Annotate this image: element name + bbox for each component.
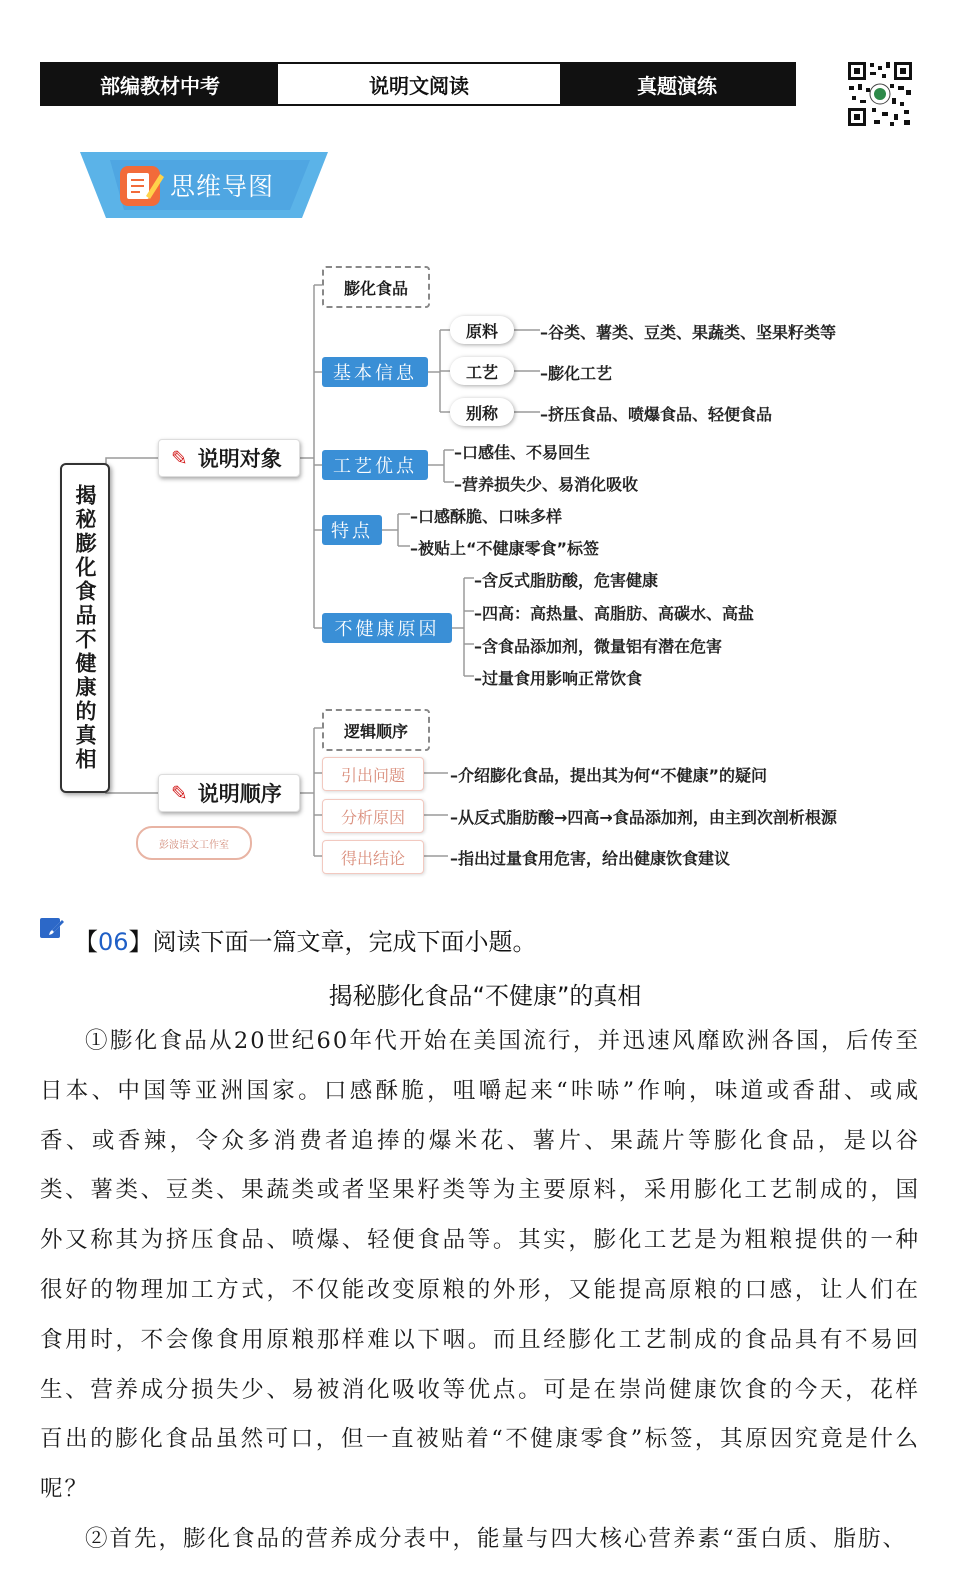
pencil-icon: ✎ xyxy=(171,781,188,805)
node-key: 工艺 xyxy=(450,357,514,385)
node-feature: 特点 xyxy=(322,515,382,545)
leaf-text: –从反式脂肪酸→四高→食品添加剂，由主到次剖析根源 xyxy=(450,808,837,827)
leaf-text: –口感佳、不易回生 xyxy=(454,443,591,462)
leaf-text: –挤压食品、喷爆食品、轻便食品 xyxy=(540,405,773,424)
branch-label: 说明对象 xyxy=(197,447,282,471)
leaf-text: –指出过量食用危害，给出健康饮食建议 xyxy=(450,849,731,868)
question-line xyxy=(74,922,537,957)
topic-puffed-food: 膨化食品 xyxy=(322,266,430,308)
bracket-close: 】 xyxy=(128,928,153,956)
question-prompt: 阅读下面一篇文章，完成下面小题。 xyxy=(152,928,537,956)
article-paragraph: ②首先，膨化食品的营养成分表中，能量与四大核心营养素“蛋白质、脂肪、 xyxy=(85,1526,908,1552)
header-right: 真题演练 xyxy=(560,64,794,104)
node-step: 引出问题 xyxy=(322,757,424,791)
mindmap-root: 揭秘膨化食品不健康的真相 xyxy=(60,463,110,793)
header-middle: 说明文阅读 xyxy=(278,64,560,104)
node-key: 原料 xyxy=(450,316,514,344)
topic-logical-order: 逻辑顺序 xyxy=(322,709,430,751)
leaf-text: –谷类、薯类、豆类、果蔬类、坚果籽类等 xyxy=(540,323,837,342)
leaf-text: –被贴上“不健康零食”标签 xyxy=(410,539,600,558)
node-key: 别称 xyxy=(450,398,514,426)
node-unhealthy-reason: 不健康原因 xyxy=(322,613,452,643)
bracket-open: 【 xyxy=(74,928,98,956)
header-left: 部编教材中考 xyxy=(42,64,278,104)
branch-explain-order xyxy=(158,774,300,812)
article-title: 揭秘膨化食品“不健康”的真相 xyxy=(328,982,642,1010)
node-basic-info: 基本信息 xyxy=(322,357,428,387)
article-paragraph: ①膨化食品从20世纪60年代开始在美国流行，并迅速风靡欧洲各国，后传至日本、中国等亚洲国家。口感酥脆，咀嚼起来“咔哧”作响，味道或香甜、或咸香、或香辣，令众多消费者追捧的爆米花、薯片、果蔬片等膨化食品，是以谷类、薯类、豆类、果蔬类或者坚果籽类等为主要原料，采用膨化工艺制成的，国外又称其为挤压食品、喷爆、轻便食品等。其实，膨化工艺是为粗粮提供的一种很好的物理加工方式，不仅能改变原粮的外形，又能提高原粮的口感，让人们在食用时，不会像食用原粮那样难以下咽。而且经膨化工艺制成的食品具有不易回生、营养成分损失少、易被消化吸收等优点。可是在崇尚健康饮食的今天，花样百出的膨化食品虽然可口，但一直被贴着“不健康零食”标签，其原因究竟是什么呢？ xyxy=(40,1028,920,1503)
node-step: 分析原因 xyxy=(322,799,424,833)
pencil-icon: ✎ xyxy=(171,446,188,470)
leaf-text: –膨化工艺 xyxy=(540,364,613,383)
node-step: 得出结论 xyxy=(322,840,424,874)
leaf-text: –营养损失少、易消化吸收 xyxy=(454,475,639,494)
banner-title: 思维导图 xyxy=(170,172,275,201)
leaf-text: –含反式脂肪酸，危害健康 xyxy=(474,571,659,590)
branch-label: 说明顺序 xyxy=(197,782,282,806)
node-advantage: 工艺优点 xyxy=(322,450,428,480)
leaf-text: –四高：高热量、高脂肪、高碳水、高盐 xyxy=(474,604,755,623)
studio-stamp: 彭波语文工作室 xyxy=(136,826,252,860)
leaf-text: –含食品添加剂，微量铝有潜在危害 xyxy=(474,637,723,656)
note-icon xyxy=(40,916,66,940)
leaf-text: –过量食用影响正常饮食 xyxy=(474,669,643,688)
leaf-text: –介绍膨化食品，提出其为何“不健康”的疑问 xyxy=(450,766,768,785)
question-number: 06 xyxy=(98,928,129,956)
branch-explain-object xyxy=(158,439,300,477)
leaf-text: –口感酥脆、口味多样 xyxy=(410,507,563,526)
